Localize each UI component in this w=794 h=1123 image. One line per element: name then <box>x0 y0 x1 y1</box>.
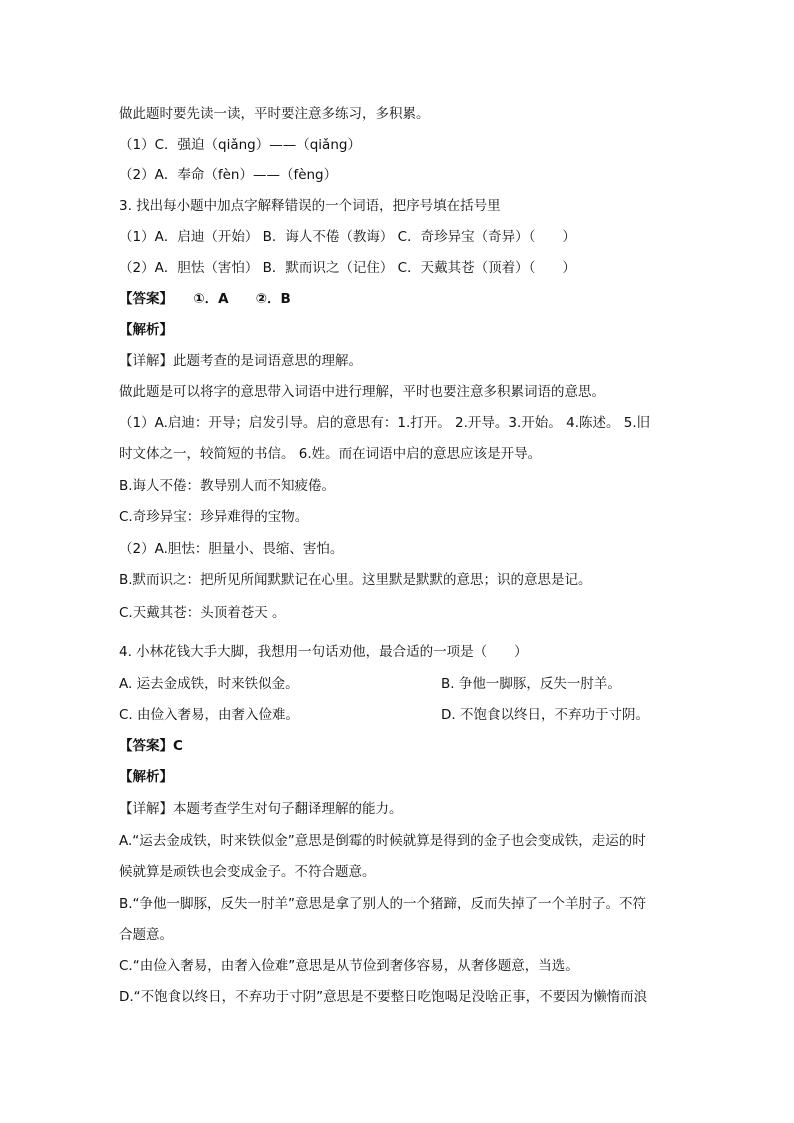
detail-line: 【详解】本题考查学生对句子翻译理解的能力。 <box>119 801 403 817</box>
option-d: D. 不饱食以终日，不弃功于寸阴。 <box>441 707 649 723</box>
text-line: 合题意。 <box>119 927 173 943</box>
question-3-option-row: （2）A．胆怯（害怕） B．默而识之（记住） C．天戴其苍（顶着）（ ） <box>119 260 576 276</box>
detail-line: 【详解】此题考查的是词语意思的理解。 <box>119 353 362 369</box>
text-line: （2）A．奉命（fèn）——（fèng） <box>119 167 338 183</box>
option-a: A. 运去金成铁，时来铁似金。 <box>119 676 299 692</box>
text-line: 做此题时要先读一读，平时要注意多练习，多积累。 <box>119 106 430 122</box>
answer-label: 【答案】 ①．A ②．B <box>119 291 291 307</box>
text-line: （2）A.胆怯：胆量小、畏缩、害怕。 <box>119 541 344 557</box>
text-line: B.诲人不倦：教导别人而不知疲倦。 <box>119 478 336 494</box>
analysis-label: 【解析】 <box>119 769 173 785</box>
text-line: C.天戴其苍：头顶着苍天 。 <box>119 605 286 621</box>
text-line: B.“争他一脚豚，反失一肘羊”意思是拿了别人的一个猪蹄，反而失掉了一个羊肘子。不符 <box>119 896 647 912</box>
text-line: C.“由俭入奢易，由奢入俭难”意思是从节俭到奢侈容易，从奢侈题意，当选。 <box>119 958 579 974</box>
text-line: 时文体之一，较简短的书信。 6.姓。而在词语中启的意思应该是开导。 <box>119 446 542 462</box>
text-line: A.“运去金成铁，时来铁似金”意思是倒霉的时候就算是得到的金子也会变成铁，走运的时 <box>119 833 646 849</box>
text-line: （1）C．强迫（qiǎng）——（qiǎng） <box>119 137 361 153</box>
answer-label: 【答案】C <box>119 738 183 754</box>
text-line: （1）A.启迪：开导；启发引导。启的意思有：1.打开。 2.开导。3.开始。 4.陈述。 5.旧 <box>119 415 651 431</box>
question-4-title: 4. 小林花钱大手大脚，我想用一句话劝他，最合适的一项是（ ） <box>119 644 528 660</box>
text-line: 候就算是顽铁也会变成金子。不符合题意。 <box>119 864 376 880</box>
question-3-option-row: （1）A．启迪（开始） B．诲人不倦（教诲） C．奇珍异宝（奇异）（ ） <box>119 229 576 245</box>
text-line: B.默而识之：把所见所闻默默记在心里。这里默是默默的意思；识的意思是记。 <box>119 572 592 588</box>
option-b: B. 争他一脚豚，反失一肘羊。 <box>441 676 621 692</box>
analysis-label: 【解析】 <box>119 322 173 338</box>
option-c: C. 由俭入奢易，由奢入俭难。 <box>119 707 300 723</box>
text-line: D.“不饱食以终日，不弃功于寸阴”意思是不要整日吃饱喝足没啥正事，不要因为懒惰而浪 <box>119 989 648 1005</box>
text-line: C.奇珍异宝：珍异难得的宝物。 <box>119 509 309 525</box>
text-line: 做此题是可以将字的意思带入词语中进行理解，平时也要注意多积累词语的意思。 <box>119 384 605 400</box>
question-3-title: 3. 找出每小题中加点字解释错误的一个词语，把序号填在括号里 <box>119 198 501 214</box>
